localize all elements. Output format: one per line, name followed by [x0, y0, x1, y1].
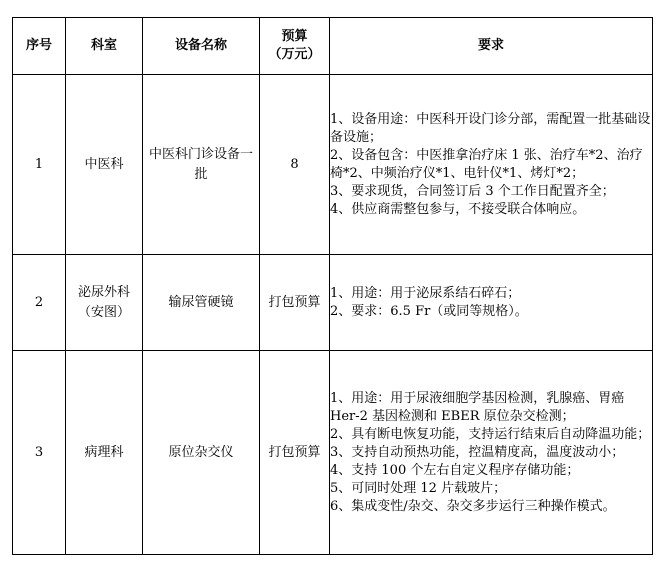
requirement-item: 2、设备包含：中医推拿治疗床 1 张、治疗车*2、治疗椅*2、中频治疗仪*1、电针仪*1、烤灯*2； — [330, 147, 643, 181]
row-device: 输尿管硬镜 — [143, 255, 260, 351]
row-requirements — [330, 255, 653, 351]
row-dept: 中医科 — [66, 75, 143, 255]
header-budget — [260, 18, 330, 75]
row-no: 3 — [13, 351, 66, 555]
requirement-item: 4、供应商需整包参与，不接受联合体响应。 — [330, 201, 586, 217]
row-no: 2 — [13, 255, 66, 351]
header-budget-line2: （万元） — [268, 47, 321, 62]
header-dept: 科室 — [66, 18, 143, 75]
requirement-item: 2、具有断电恢复功能，支持运行结束后自动降温功能； — [330, 426, 651, 442]
row-dept: 泌尿外科（安图） — [66, 255, 143, 351]
requirement-item: 4、支持 100 个左右自定义程序存储功能； — [330, 462, 580, 478]
header-no: 序号 — [13, 18, 66, 75]
table-row — [13, 255, 653, 351]
header-requirements: 要求 — [330, 18, 653, 75]
header-budget-line1: 预算 — [281, 29, 308, 44]
requirement-item: 3、要求现货，合同签订后 3 个工作日配置齐全； — [330, 183, 615, 199]
procurement-table — [12, 17, 653, 555]
requirement-item: 1、用途：用于尿液细胞学基因检测，乳腺癌、胃癌 Her-2 基因检测和 EBER 原位杂交检测； — [330, 390, 625, 424]
row-requirements — [330, 351, 653, 555]
row-budget: 打包预算 — [260, 351, 330, 555]
requirement-item: 1、用途：用于泌尿系结石碎石； — [330, 285, 521, 301]
row-budget: 打包预算 — [260, 255, 330, 351]
table-row — [13, 351, 653, 555]
table-row — [13, 75, 653, 255]
requirement-item: 5、可同时处理 12 片载玻片； — [330, 480, 507, 496]
table-header-row — [13, 18, 653, 75]
row-device: 中医科门诊设备一批 — [143, 75, 260, 255]
requirement-item: 2、要求：6.5 Fr（或同等规格）。 — [330, 303, 528, 319]
header-device: 设备名称 — [143, 18, 260, 75]
row-device: 原位杂交仪 — [143, 351, 260, 555]
row-requirements — [330, 75, 653, 255]
row-budget: 8 — [260, 75, 330, 255]
row-dept: 病理科 — [66, 351, 143, 555]
requirement-item: 3、支持自动预热功能，控温精度高，温度波动小； — [330, 444, 625, 460]
requirement-item: 1、设备用途：中医科开设门诊分部，需配置一批基础设备设施； — [330, 111, 651, 145]
row-no: 1 — [13, 75, 66, 255]
requirement-item: 6、集成变性/杂交、杂交多步运行三种操作模式。 — [330, 498, 616, 514]
